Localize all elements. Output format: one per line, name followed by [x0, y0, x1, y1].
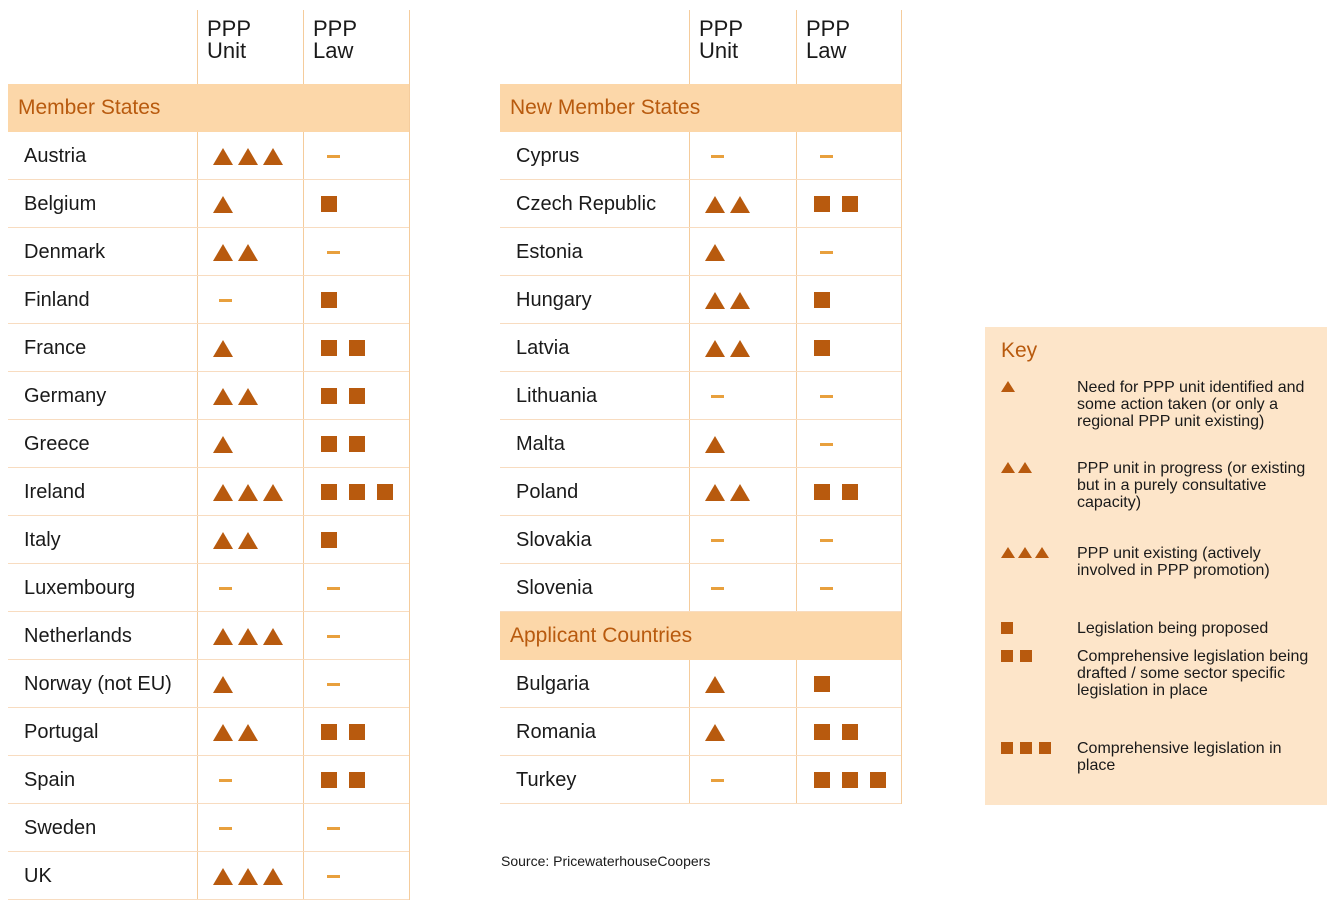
- country-name: Malta: [516, 433, 565, 455]
- dash-icon: [820, 539, 833, 542]
- ppp-law-cell: [814, 276, 842, 324]
- country-name: Lithuania: [516, 385, 598, 407]
- ppp-law-cell: [814, 324, 842, 372]
- country-name: Ireland: [24, 481, 86, 503]
- column-header-law: PPP Law: [313, 16, 358, 63]
- key-title: Key: [1001, 339, 1038, 362]
- square-icon: [1001, 622, 1013, 634]
- country-name: Czech Republic: [516, 193, 657, 215]
- ppp-law-cell: [814, 516, 833, 564]
- column-header-unit: PPP Unit: [207, 16, 252, 63]
- ppp-unit-cell: [705, 276, 755, 324]
- square-icon: [1001, 742, 1013, 754]
- country-name: Sweden: [24, 817, 97, 839]
- column-header-law: PPP Law: [806, 16, 851, 63]
- key-description: Comprehensive legislation being drafted / some sector specific legislation in place: [1077, 648, 1309, 699]
- table-row: [500, 324, 901, 372]
- table-row: [500, 468, 901, 516]
- square-icon: [814, 340, 830, 356]
- ppp-law-cell: [814, 132, 833, 180]
- key-description: Legislation being proposed: [1077, 620, 1269, 637]
- country-name: Luxembourg: [24, 577, 136, 599]
- country-name: Austria: [24, 145, 87, 167]
- square-icon: [842, 196, 858, 212]
- country-name: Germany: [24, 385, 107, 407]
- square-icon: [1020, 650, 1032, 662]
- square-icon: [842, 724, 858, 740]
- ppp-unit-cell: [705, 180, 755, 228]
- ppp-law-cell: [814, 228, 833, 276]
- triangle-icon: [705, 196, 725, 213]
- table-row: [500, 420, 901, 468]
- triangle-icon: [730, 340, 750, 357]
- triangle-icon: [705, 484, 725, 501]
- triangle-icon: [1018, 547, 1032, 558]
- table-row: [500, 276, 901, 324]
- square-icon: [814, 484, 830, 500]
- square-icon: [814, 292, 830, 308]
- key-symbol: [1001, 622, 1020, 634]
- country-name: Estonia: [516, 241, 583, 263]
- key-description: PPP unit in progress (or existing but in a purely consultative capacity): [1077, 460, 1306, 511]
- country-name: Slovakia: [516, 529, 592, 551]
- country-name: Slovenia: [516, 577, 593, 599]
- ppp-unit-cell: [705, 756, 724, 804]
- country-name: Cyprus: [516, 145, 580, 167]
- country-name: Bulgaria: [516, 673, 590, 695]
- key-box: [985, 327, 1327, 805]
- triangle-icon: [1001, 381, 1015, 392]
- country-name: Latvia: [516, 337, 570, 359]
- key-symbol: [1001, 462, 1035, 473]
- country-name: Denmark: [24, 241, 106, 263]
- dash-icon: [820, 155, 833, 158]
- square-icon: [1020, 742, 1032, 754]
- dash-icon: [711, 587, 724, 590]
- dash-icon: [820, 251, 833, 254]
- triangle-icon: [730, 484, 750, 501]
- square-icon: [870, 772, 886, 788]
- country-name: Poland: [516, 481, 579, 503]
- ppp-law-cell: [814, 372, 833, 420]
- ppp-unit-cell: [705, 660, 730, 708]
- dash-icon: [820, 395, 833, 398]
- ppp-law-cell: [814, 708, 870, 756]
- square-icon: [814, 724, 830, 740]
- table-row: [500, 372, 901, 420]
- square-icon: [814, 772, 830, 788]
- source-note: Source: PricewaterhouseCoopers: [501, 853, 711, 869]
- key-symbol: [1001, 381, 1018, 392]
- ppp-law-cell: [814, 660, 842, 708]
- dash-icon: [711, 155, 724, 158]
- table-row: [500, 516, 901, 564]
- key-description: PPP unit existing (actively involved in PPP promotion): [1077, 545, 1270, 579]
- country-name: Portugal: [24, 721, 99, 743]
- country-name: Spain: [24, 769, 76, 791]
- ppp-unit-cell: [705, 468, 755, 516]
- dash-icon: [711, 539, 724, 542]
- ppp-unit-cell: [705, 564, 724, 612]
- triangle-icon: [1001, 547, 1015, 558]
- section-header: New Member States: [500, 84, 901, 132]
- ppp-unit-cell: [705, 372, 724, 420]
- table-row: [500, 564, 901, 612]
- table-row: [500, 756, 901, 804]
- ppp-law-cell: [814, 564, 833, 612]
- country-name: Norway (not EU): [24, 673, 172, 695]
- table-row: [500, 132, 901, 180]
- square-icon: [814, 676, 830, 692]
- country-name: Belgium: [24, 193, 97, 215]
- country-name: France: [24, 337, 87, 359]
- triangle-icon: [705, 436, 725, 453]
- square-icon: [1039, 742, 1051, 754]
- ppp-law-cell: [814, 420, 833, 468]
- country-name: Italy: [24, 529, 61, 551]
- table-row: [500, 660, 901, 708]
- table-row: [500, 708, 901, 756]
- ppp-law-cell: [814, 468, 870, 516]
- country-name: Turkey: [516, 769, 577, 791]
- ppp-unit-cell: [705, 228, 730, 276]
- section-header: Member States: [8, 84, 409, 132]
- key-description: Comprehensive legislation in place: [1077, 740, 1282, 774]
- triangle-icon: [705, 244, 725, 261]
- ppp-law-cell: [814, 756, 898, 804]
- square-icon: [842, 484, 858, 500]
- square-icon: [814, 196, 830, 212]
- table-row: [500, 180, 901, 228]
- dash-icon: [711, 395, 724, 398]
- triangle-icon: [1035, 547, 1049, 558]
- triangle-icon: [730, 292, 750, 309]
- dash-icon: [820, 443, 833, 446]
- triangle-icon: [1018, 462, 1032, 473]
- ppp-unit-cell: [705, 324, 755, 372]
- column-rule: [901, 10, 902, 804]
- square-icon: [1001, 650, 1013, 662]
- triangle-icon: [705, 676, 725, 693]
- country-name: Finland: [24, 289, 90, 311]
- dash-icon: [820, 587, 833, 590]
- ppp-unit-cell: [705, 516, 724, 564]
- key-symbol: [1001, 742, 1058, 754]
- country-name: UK: [24, 865, 52, 887]
- country-name: Romania: [516, 721, 597, 743]
- triangle-icon: [705, 724, 725, 741]
- table-row: [500, 228, 901, 276]
- ppp-law-cell: [814, 180, 870, 228]
- dash-icon: [711, 779, 724, 782]
- section-header: Applicant Countries: [500, 612, 901, 660]
- country-name: Greece: [24, 433, 90, 455]
- triangle-icon: [1001, 462, 1015, 473]
- triangle-icon: [705, 292, 725, 309]
- ppp-unit-cell: [705, 420, 730, 468]
- column-header-unit: PPP Unit: [699, 16, 744, 63]
- key-description: Need for PPP unit identified and some action taken (or only a regional PPP unit existing): [1077, 379, 1305, 430]
- ppp-unit-cell: [705, 132, 724, 180]
- key-symbol: [1001, 547, 1052, 558]
- triangle-icon: [730, 196, 750, 213]
- country-name: Hungary: [516, 289, 592, 311]
- triangle-icon: [705, 340, 725, 357]
- square-icon: [842, 772, 858, 788]
- ppp-unit-cell: [705, 708, 730, 756]
- country-name: Netherlands: [24, 625, 132, 647]
- key-symbol: [1001, 650, 1039, 662]
